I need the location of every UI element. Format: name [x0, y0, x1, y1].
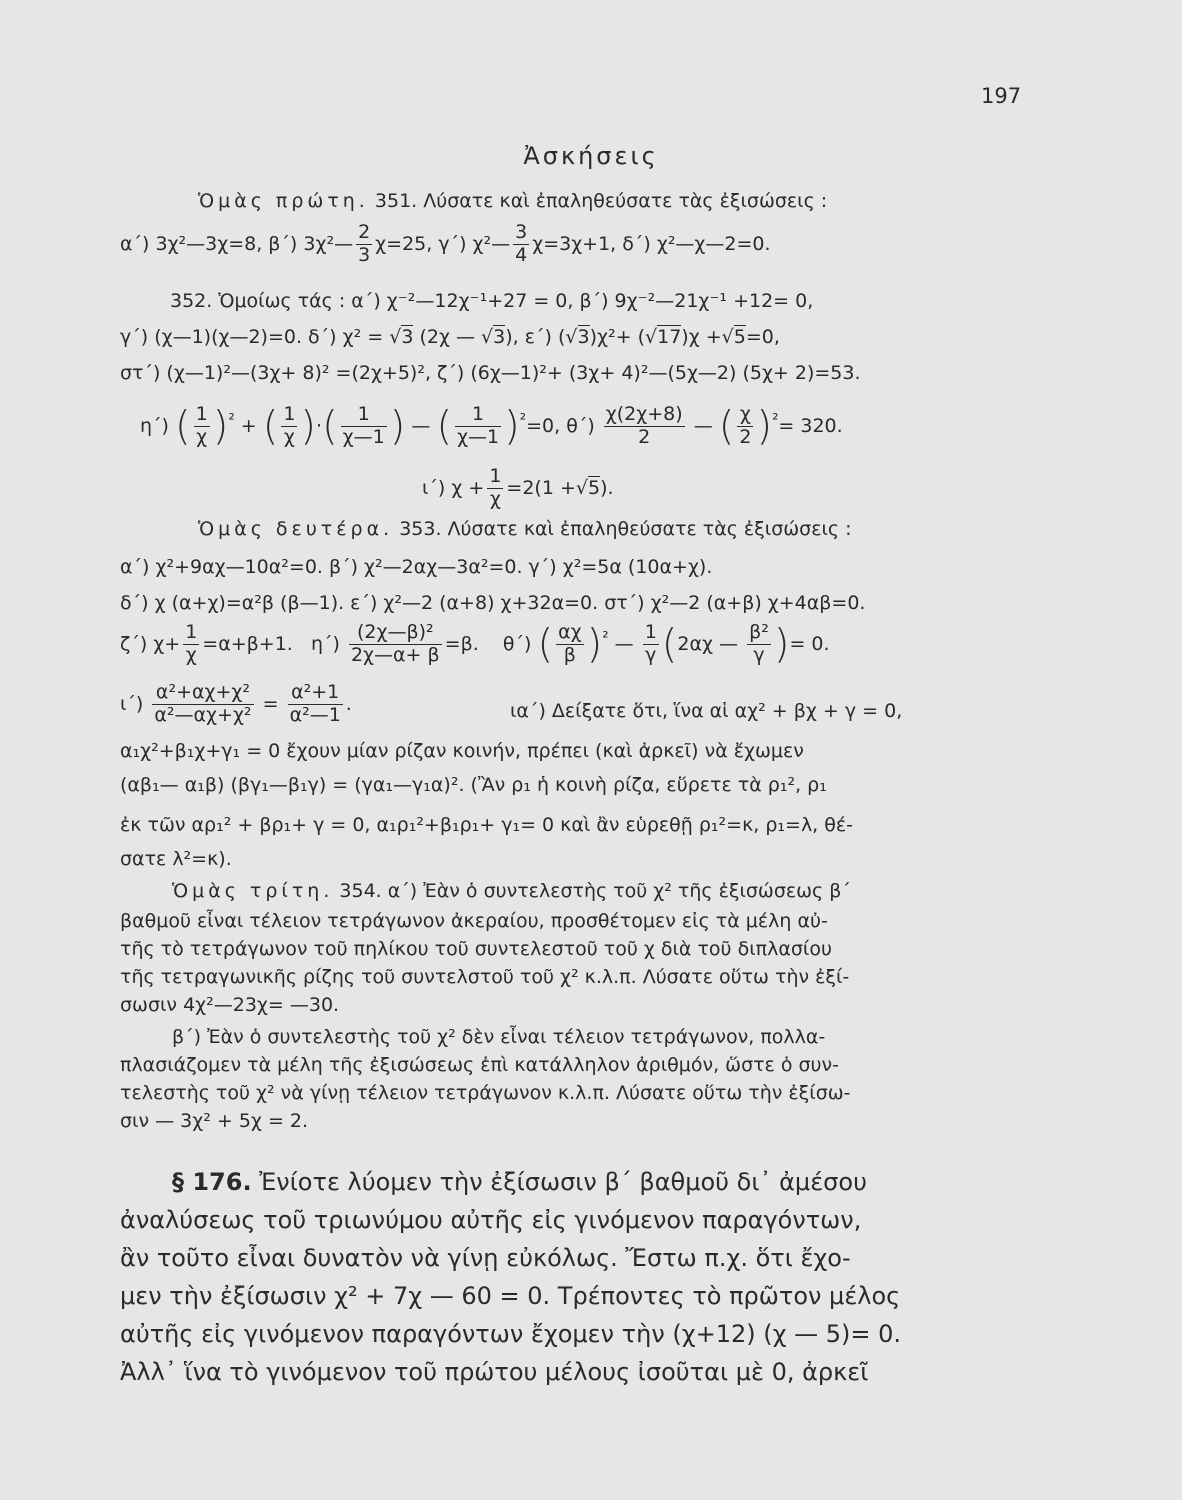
radicand: 3 [401, 326, 414, 348]
eq-text: =0, [745, 326, 780, 348]
operator: + [240, 414, 257, 437]
eq-label: η΄) [310, 632, 340, 655]
group3-heading [172, 880, 851, 902]
ex353-text: 353. Λύσατε καὶ ἐπαληθεύσατε τὰς ἐξισώσεις : [399, 518, 852, 540]
exponent: ² [519, 409, 527, 429]
ex354-line6: β΄) Ἐὰν ὁ συντελεστὴς τοῦ χ² δὲν εἶναι τέλειον τετράγωνον, πολλα- [172, 1026, 826, 1048]
fraction: $\frac{\text{β²}}{\gamma}$ [749, 621, 769, 666]
ex353-line2: δ΄) χ (α+χ)=α²β (β—1). ε΄) χ²—2 (α+8) χ+32α=0. στ΄) χ²—2 (α+β) χ+4αβ=0. [120, 592, 866, 614]
fraction: $\frac{1}{\chi}$ [283, 403, 296, 448]
operator: — [693, 414, 713, 437]
radicand: 3 [577, 326, 590, 348]
paren: ) [389, 403, 406, 450]
eq-text: γ΄) (χ—1)(χ—2)=0. δ΄) χ² = [120, 326, 384, 348]
fraction: $\frac{1}{\chi—1}$ [342, 403, 385, 448]
eq-text: ), ε΄) ( [505, 326, 566, 348]
ex353-line3 [120, 622, 830, 667]
paren: ( [537, 621, 554, 668]
section-title: Ἀσκήσεις [523, 142, 659, 170]
paren: ) [586, 621, 603, 668]
ex353-line7: ἐκ τῶν αρ₁² + βρ₁+ γ = 0, α₁ρ₁²+β₁ρ₁+ γ₁= 0 καὶ ἂν εὑρεθῇ ρ₁²=κ, ρ₁=λ, θέ- [120, 814, 854, 836]
eq-text: )χ + [681, 326, 722, 348]
fraction: $\frac{\chi(2\chi+8)}{2}$ [605, 403, 683, 448]
operator: · [316, 414, 323, 437]
ex351-equations [120, 222, 771, 267]
ex354-line8: τελεστὴς τοῦ χ² νὰ γίνῃ τέλειον τετράγωνον κ.λ.π. Λύσατε οὕτω τὴν ἐξίσω- [120, 1082, 851, 1104]
page-number: 197 [981, 84, 1022, 108]
group2-label: Ὁμὰς δευτέρα. [198, 518, 394, 540]
section176-line5: αὐτῆς εἰς γινόμενον παραγόντων ἔχομεν τὴν (χ+12) (χ — 5)= 0. [120, 1320, 901, 1348]
ex352-line3: στ΄) (χ—1)²—(3χ+ 8)² =(2χ+5)², ζ΄) (6χ—1)²+ (3χ+ 4)²—(5χ—2) (5χ+ 2)=53. [120, 362, 861, 384]
section176-line4: μεν τὴν ἐξίσωσιν χ² + 7χ — 60 = 0. Τρέποντες τὸ πρῶτον μέλος [120, 1282, 901, 1310]
paren: ) [773, 621, 790, 668]
operator: — [411, 414, 431, 437]
eq-text: ι΄) χ + [422, 476, 485, 499]
ex351-text: 351. Λύσατε καὶ ἐπαληθεύσατε τὰς ἐξισώσεις : [374, 190, 828, 212]
paren: ) [300, 403, 317, 450]
paren: ( [718, 403, 735, 450]
paren: ( [175, 403, 191, 450]
exponent: ² [228, 409, 235, 429]
ex352-line5: ι΄) χ + $\frac{1}{\chi}$ =2(1 +√5). [422, 465, 614, 510]
ex354-line4: τῆς τετραγωνικῆς ρίζης τοῦ συντελστοῦ τοῦ χ² κ.λ.π. Λύσατε οὕτω τὴν ἐξί- [120, 966, 850, 988]
section176-line2: ἀναλύσεως τοῦ τριωνύμου αὐτῆς εἰς γινόμενον παραγόντων, [120, 1206, 862, 1234]
fraction: $\frac{\text{α²+1}}{\text{α²—1}}$ [289, 681, 341, 726]
fraction: $\frac{1}{\chi—1}$ [457, 403, 500, 448]
radicand: 5 [588, 476, 601, 499]
radicand: 5 [733, 326, 746, 348]
eq-label: θ΄) [502, 632, 532, 655]
ex354-line7: πλασιάζομεν τὰ μέλη τῆς ἐξισώσεως ἐπὶ κατάλληλον ἀριθμόν, ὥστε ὁ συν- [120, 1054, 840, 1076]
operator: = [262, 692, 279, 715]
fraction: $\frac{1}{\chi}$ [489, 465, 502, 510]
radicand: 3 [493, 326, 506, 348]
section176-text: Ἐνίοτε λύομεν τὴν ἐξίσωσιν β΄ βαθμοῦ δι᾽ ἀμέσου [259, 1168, 867, 1196]
eq-text: α΄) 3χ²—3χ=8, β΄) 3χ²— [120, 232, 354, 255]
paren: ( [661, 621, 678, 668]
fraction: $\frac{\alpha\chi}{\beta}$ [558, 621, 582, 666]
operator: — [614, 632, 634, 655]
eq-text: )χ²+ ( [589, 326, 645, 348]
ex353-line5: α₁χ²+β₁χ+γ₁ = 0 ἔχουν μίαν ρίζαν κοινήν, πρέπει (καὶ ἀρκεῖ) νὰ ἔχωμεν [120, 740, 804, 762]
ex353-line4 [120, 682, 352, 727]
ex354-line3: τῆς τὸ τετράγωνον τοῦ πηλίκου τοῦ συντελεστοῦ τοῦ χ διὰ τοῦ διπλασίου [120, 938, 832, 960]
group3-label: Ὁμὰς τρίτη. [172, 880, 334, 902]
radicand: 17 [657, 326, 682, 348]
eq-text: ζ΄) χ+ [120, 632, 181, 655]
fraction: $\frac{3}{4}$ [515, 221, 528, 266]
paren: ) [212, 403, 229, 450]
exponent: ² [602, 627, 609, 647]
eq-label: η΄) [140, 414, 169, 437]
ex352-line1: 352. Ὁμοίως τάς : α΄) χ⁻²—12χ⁻¹+27 = 0, β΄) 9χ⁻²—21χ⁻¹ +12= 0, [170, 290, 814, 312]
fraction: $\frac{\chi}{2}$ [739, 403, 752, 448]
group2-heading [198, 518, 852, 540]
group1-heading [198, 190, 827, 212]
fraction: $\frac{1}{\chi}$ [195, 403, 208, 448]
ex354-line1: 354. α΄) Ἐὰν ὁ συντελεστὴς τοῦ χ² τῆς ἐξισώσεως β΄ [339, 880, 851, 902]
ex354-line9: σιν — 3χ² + 5χ = 2. [120, 1110, 309, 1132]
group1-label: Ὁμὰς πρώτη. [198, 190, 369, 212]
eq-text: . [345, 692, 352, 715]
ex353-line8: σατε λ²=κ). [120, 848, 232, 870]
eq-text: 2αχ — [677, 632, 739, 655]
ex353-line1: α΄) χ²+9αχ—10α²=0. β΄) χ²—2αχ—3α²=0. γ΄) χ²=5α (10α+χ). [120, 556, 713, 578]
eq-text: =0, θ΄) [526, 414, 595, 437]
eq-text: ). [600, 476, 614, 499]
fraction: $\frac{1}{\chi}$ [185, 621, 198, 666]
fraction: $\frac{1}{\gamma}$ [644, 621, 657, 666]
ex353-line6: (αβ₁— α₁β) (βγ₁—β₁γ) = (γα₁—γ₁α)². (Ἂν ρ₁ ἡ κοινὴ ρίζα, εὕρετε τὰ ρ₁², ρ₁ [120, 774, 827, 796]
section176-line1 [172, 1168, 867, 1196]
ex352-line4 [140, 404, 843, 449]
exponent: ² [772, 409, 779, 429]
eq-text: =2(1 + [506, 476, 576, 499]
fraction: $\frac{2}{3}$ [358, 221, 371, 266]
fraction: $\frac{\text{(2χ—β)²}}{2\chi—\alpha+ \beta}$ [350, 621, 440, 666]
section176-line6: Ἀλλ᾽ ἵνα τὸ γινόμενον τοῦ πρώτου μέλους ἰσοῦται μὲ 0, ἀρκεῖ [120, 1358, 869, 1386]
eq-text: χ=3χ+1, δ΄) χ²—χ—2=0. [532, 232, 771, 255]
section176-line3: ἂν τοῦτο εἶναι δυνατὸν νὰ γίνῃ εὐκόλως. Ἔστω π.χ. ὅτι ἔχο- [120, 1244, 851, 1272]
fraction: $\frac{\text{α²+αχ+χ²}}{\text{α²—αχ+χ²}}$ [154, 681, 252, 726]
section176-number: § 176. [172, 1168, 252, 1196]
paren: ( [262, 403, 279, 450]
eq-label: ι΄) [120, 692, 144, 715]
eq-text: χ=25, γ΄) χ²— [375, 232, 511, 255]
ex354-line2: βαθμοῦ εἶναι τέλειον τετράγωνον ἀκεραίου, προσθέτομεν εἰς τὰ μέλη αὐ- [120, 910, 828, 932]
eq-text: =α+β+1. [202, 632, 293, 655]
paren: ) [756, 403, 773, 450]
paren: ) [504, 403, 520, 450]
ex353-ia: ια΄) Δείξατε ὅτι, ἵνα αἱ αχ² + βχ + γ = 0, [510, 700, 903, 722]
eq-text: (2χ — [419, 326, 476, 348]
ex352-line2: γ΄) (χ—1)(χ—2)=0. δ΄) χ² = √3 (2χ — √3), ε΄) (√3)χ²+ (√17)χ +√5=0, [120, 326, 780, 348]
eq-text: = 320. [778, 414, 843, 437]
eq-text: =β. [444, 632, 479, 655]
paren: ( [436, 403, 453, 450]
ex354-line5: σωσιν 4χ²—23χ= —30. [120, 994, 340, 1016]
paren: ( [322, 403, 338, 450]
eq-text: = 0. [789, 632, 830, 655]
